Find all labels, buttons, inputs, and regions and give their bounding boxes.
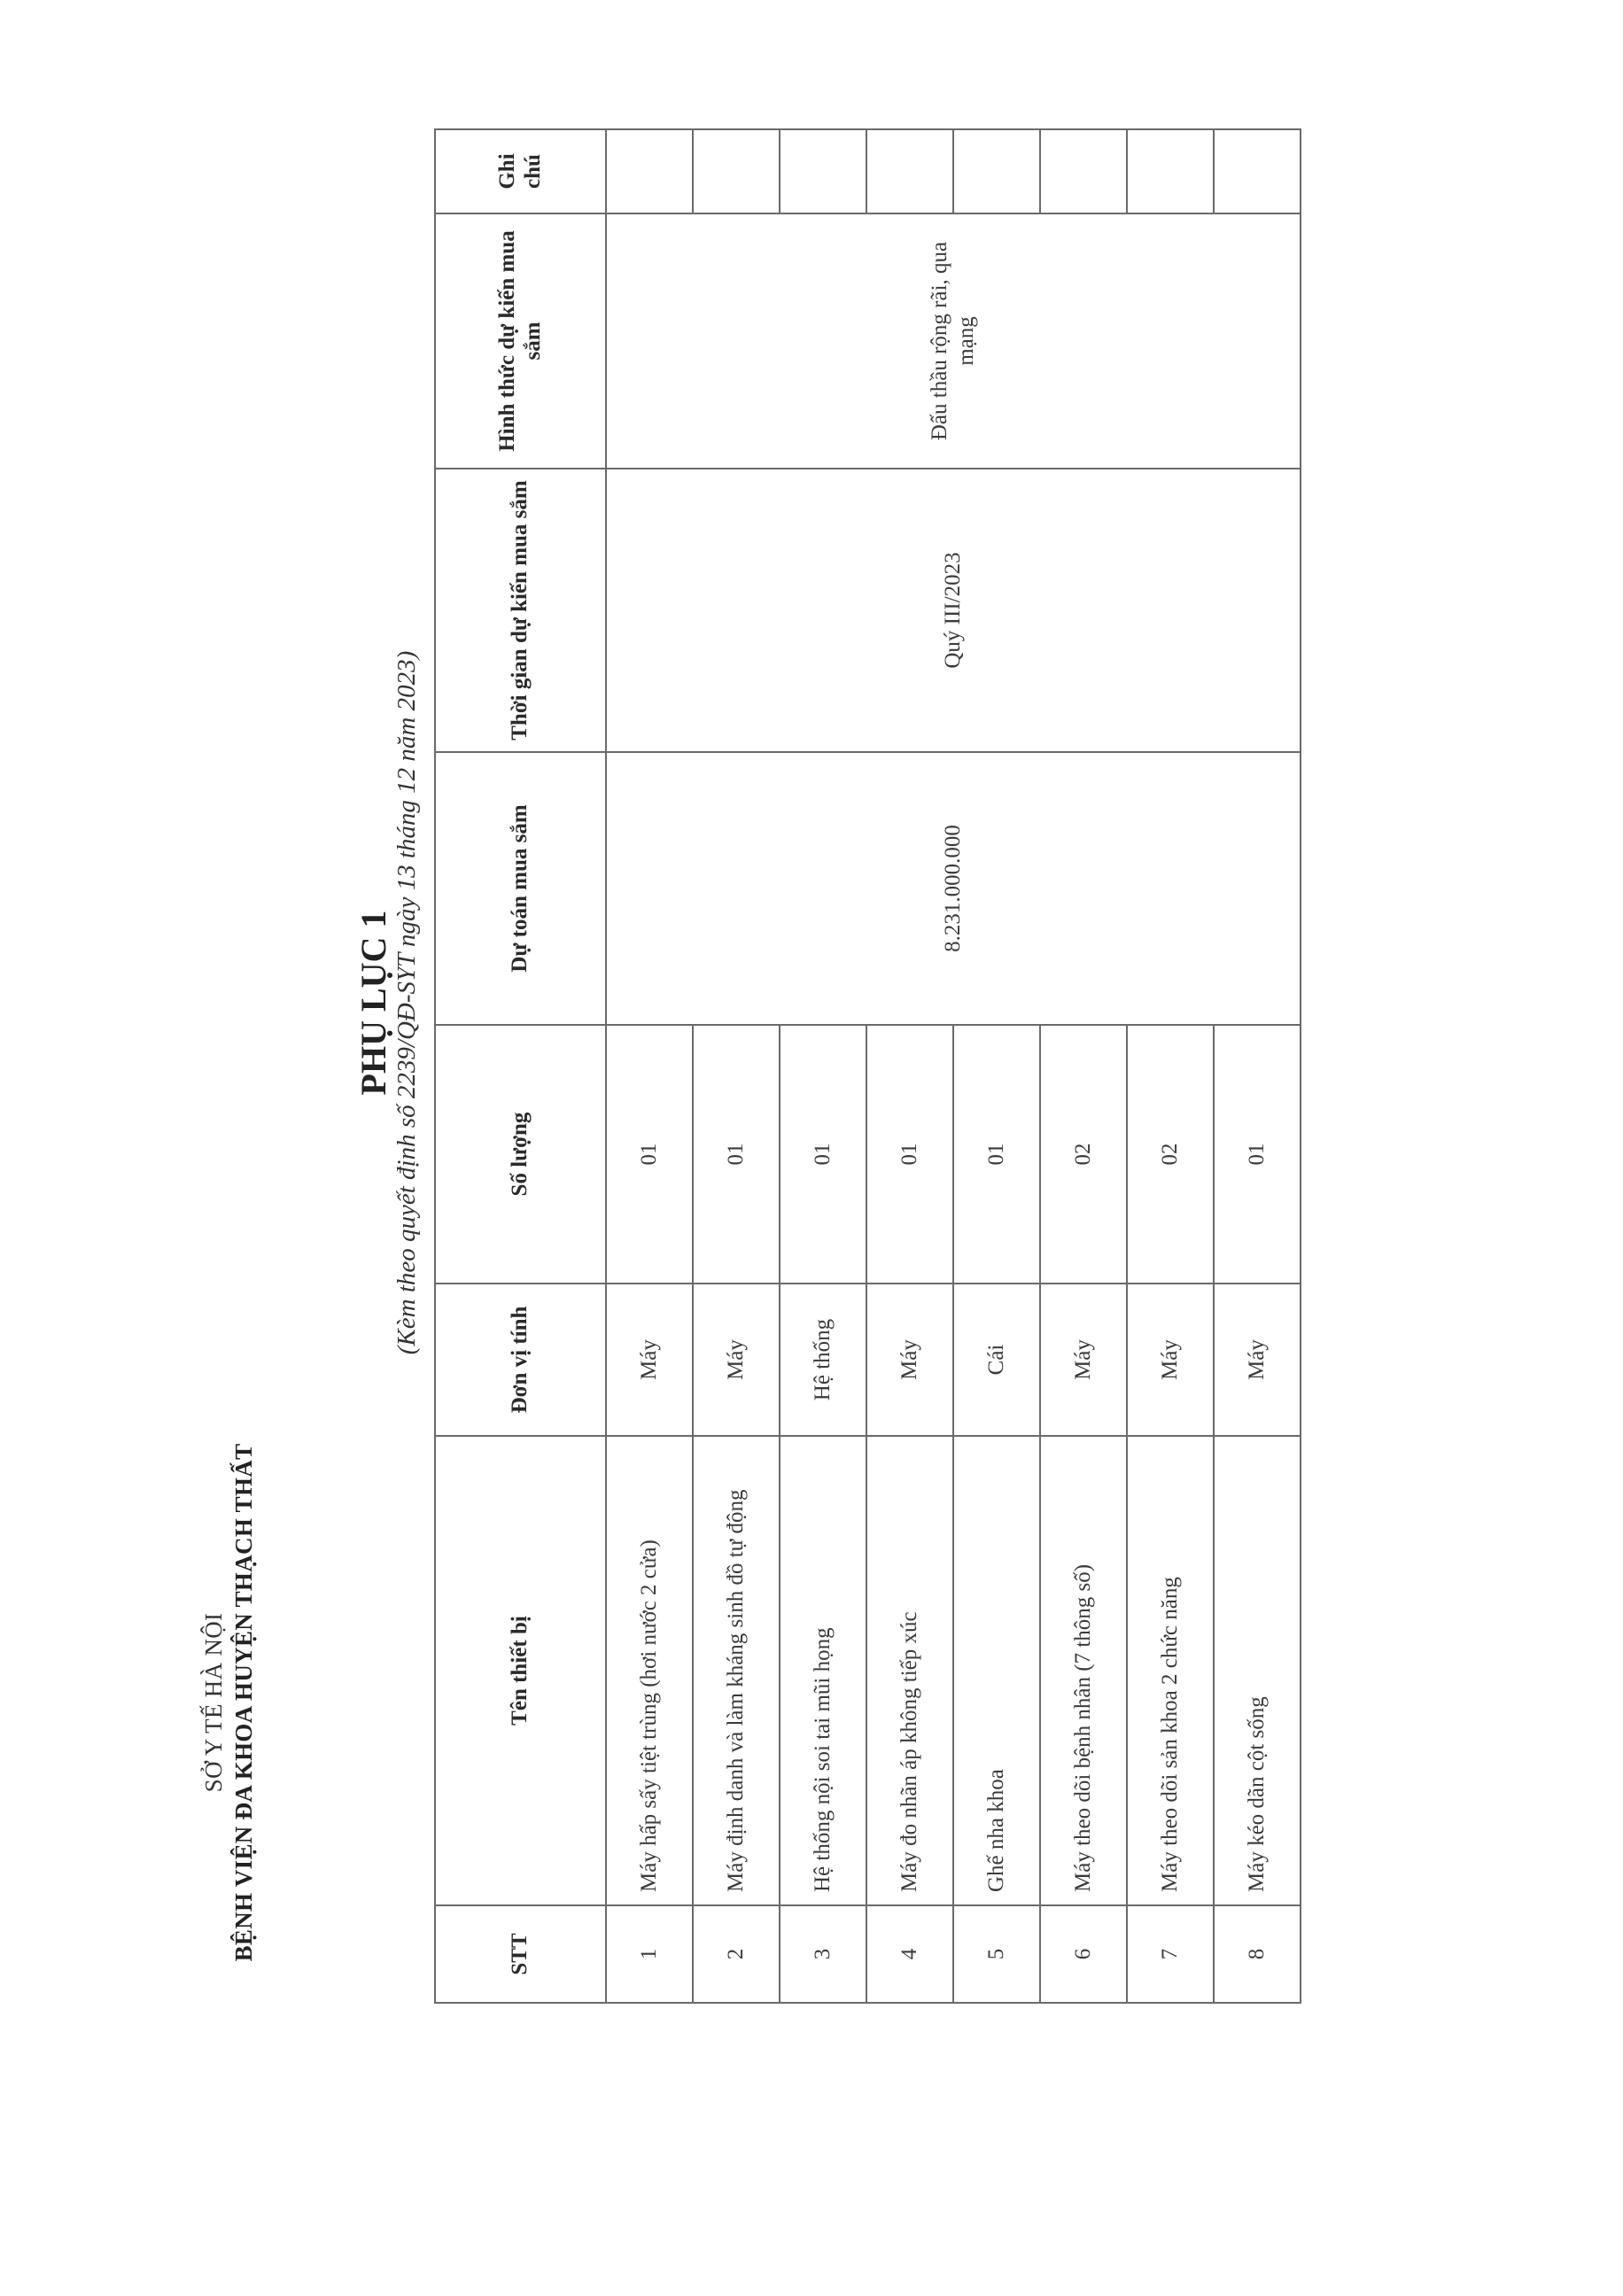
row-quantity: 01 — [953, 1025, 1040, 1284]
row-note — [693, 129, 780, 213]
row-name: Máy đo nhãn áp không tiếp xúc — [866, 1436, 953, 1905]
row-unit: Máy — [1127, 1284, 1214, 1436]
row-unit: Máy — [866, 1284, 953, 1436]
row-stt: 7 — [1127, 1905, 1214, 2003]
merged-method: Đấu thầu rộng rãi, qua mạng — [606, 213, 1301, 469]
row-quantity: 01 — [693, 1025, 780, 1284]
row-note — [866, 129, 953, 213]
department-name: SỞ Y TẾ HÀ NỘI — [200, 1612, 227, 1793]
row-name: Hệ thống nội soi tai mũi họng — [780, 1436, 866, 1905]
row-note — [780, 129, 866, 213]
row-stt: 6 — [1040, 1905, 1127, 2003]
header-note: Ghi chú — [435, 129, 606, 213]
document-header — [199, 1419, 260, 1986]
hospital-name: BỆNH VIỆN ĐA KHOA HUYỆN THẠCH THẤT — [229, 1443, 257, 1962]
header-method: Hình thức dự kiến mua sắm — [435, 213, 606, 469]
header-quantity: Số lượng — [435, 1025, 606, 1284]
row-stt: 8 — [1214, 1905, 1301, 2003]
header-time: Thời gian dự kiến mua sắm — [435, 469, 606, 752]
row-name: Máy kéo dãn cột sống — [1214, 1436, 1301, 1905]
row-unit: Máy — [606, 1284, 693, 1436]
appendix-title: PHỤ LỤC 1 — [353, 910, 393, 1096]
row-unit: Máy — [693, 1284, 780, 1436]
row-stt: 3 — [780, 1905, 866, 2003]
row-stt: 4 — [866, 1905, 953, 2003]
row-quantity: 02 — [1127, 1025, 1214, 1284]
header-stt: STT — [435, 1905, 606, 2003]
row-name: Máy theo dõi bệnh nhân (7 thông số) — [1040, 1436, 1127, 1905]
row-unit: Máy — [1214, 1284, 1301, 1436]
row-quantity: 02 — [1040, 1025, 1127, 1284]
merged-time: Quý III/2023 — [606, 469, 1301, 752]
table-header-row — [435, 129, 606, 2003]
row-note — [1040, 129, 1127, 213]
row-note — [606, 129, 693, 213]
row-note — [1127, 129, 1214, 213]
header-budget: Dự toán mua sắm — [435, 752, 606, 1025]
row-note — [953, 129, 1040, 213]
row-quantity: 01 — [1214, 1025, 1301, 1284]
row-stt: 1 — [606, 1905, 693, 2003]
title-block — [354, 330, 422, 1676]
header-unit: Đơn vị tính — [435, 1284, 606, 1436]
row-quantity: 01 — [866, 1025, 953, 1284]
row-stt: 2 — [693, 1905, 780, 2003]
row-name: Máy theo dõi sản khoa 2 chức năng — [1127, 1436, 1214, 1905]
header-name: Tên thiết bị — [435, 1436, 606, 1905]
table-row — [606, 129, 693, 2003]
row-unit: Hệ thống — [780, 1284, 866, 1436]
appendix-subtitle: (Kèm theo quyết định số 2239/QĐ-SYT ngày 13 tháng 12 năm 2023) — [392, 650, 421, 1355]
merged-budget: 8.231.000.000 — [606, 752, 1301, 1025]
row-quantity: 01 — [606, 1025, 693, 1284]
row-unit: Cái — [953, 1284, 1040, 1436]
row-name: Máy định danh và làm kháng sinh đồ tự động — [693, 1436, 780, 1905]
row-quantity: 01 — [780, 1025, 866, 1284]
row-note — [1214, 129, 1301, 213]
row-stt: 5 — [953, 1905, 1040, 2003]
row-name: Máy hấp sấy tiệt trùng (hơi nước 2 cửa) — [606, 1436, 693, 1905]
equipment-table — [434, 128, 1301, 2004]
row-unit: Máy — [1040, 1284, 1127, 1436]
row-name: Ghế nha khoa — [953, 1436, 1040, 1905]
